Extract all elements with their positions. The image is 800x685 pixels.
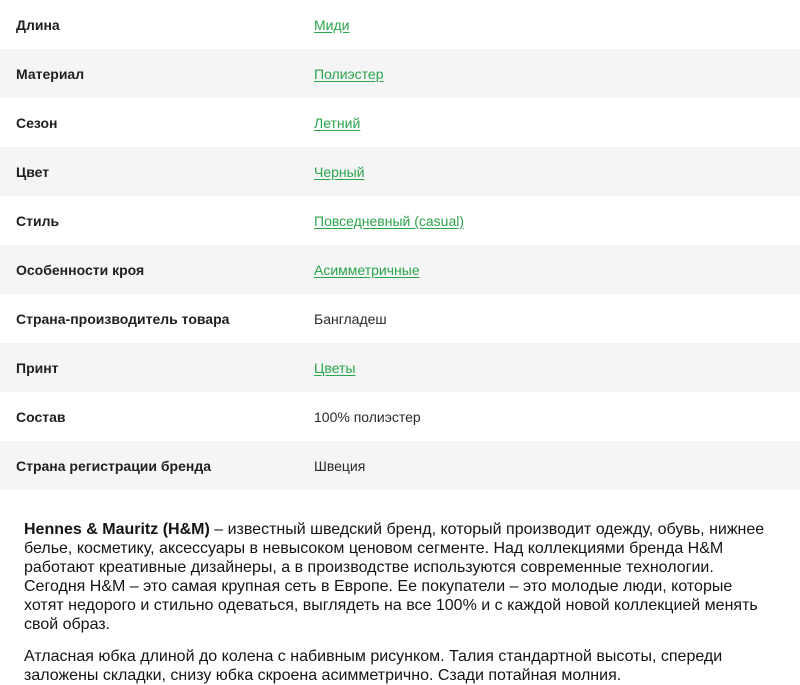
spec-value: Бангладеш [314, 310, 387, 327]
spec-row-material [0, 49, 800, 98]
spec-value-link[interactable]: Цветы [314, 359, 356, 376]
spec-label: Стиль [16, 212, 60, 229]
brand-description [24, 520, 776, 634]
spec-value-link[interactable]: Полиэстер [314, 65, 384, 82]
spec-row-print [0, 343, 800, 392]
brand-name: Hennes & Mauritz (H&M) [24, 521, 210, 538]
spec-value-link[interactable]: Черный [314, 163, 365, 180]
spec-label: Состав [16, 408, 66, 425]
spec-value: Швеция [314, 457, 366, 474]
spec-value-link[interactable]: Миди [314, 16, 350, 33]
spec-row-season [0, 98, 800, 147]
spec-label: Принт [16, 359, 59, 376]
spec-row-country [0, 294, 800, 343]
spec-row-composition [0, 392, 800, 441]
spec-label: Страна-производитель товара [16, 310, 230, 327]
spec-value-link[interactable]: Повседневный (casual) [314, 212, 465, 229]
spec-label: Длина [16, 16, 60, 33]
spec-value: 100% полиэстер [314, 408, 421, 425]
spec-row-color [0, 147, 800, 196]
spec-row-brand-country [0, 441, 800, 490]
spec-value-link[interactable]: Летний [314, 114, 361, 131]
spec-label: Материал [16, 65, 85, 82]
product-description: Атласная юбка длиной до колена с набивным рисунком. Талия стандартной высоты, спереди заложены складки, снизу юбка скроена асимметрично. Сзади потайная молния. [24, 648, 723, 684]
spec-row-cut [0, 245, 800, 294]
spec-label: Цвет [16, 163, 50, 180]
spec-row-style [0, 196, 800, 245]
spec-value-link[interactable]: Асимметричные [314, 261, 420, 278]
description-block [0, 490, 800, 685]
spec-label: Страна регистрации бренда [16, 457, 212, 474]
brand-description-text: – известный шведский бренд, который производит одежду, обувь, нижнее белье, косметику, аксессуары в невысоком ценовом сегменте. Над коллекциями бренда H&M работают креативные дизайнеры, а в производстве используются современные технологии. Сегодня H&M – это самая крупная сеть в Европе. Ее покупатели – это молодые люди, которые хотят недорого и стильно одеваться, выглядеть на все 100% и с каждой новой коллекцией менять свой образ. [24, 521, 765, 633]
spec-label: Особенности кроя [16, 261, 145, 278]
spec-row-length [0, 0, 800, 49]
spec-label: Сезон [16, 114, 58, 131]
